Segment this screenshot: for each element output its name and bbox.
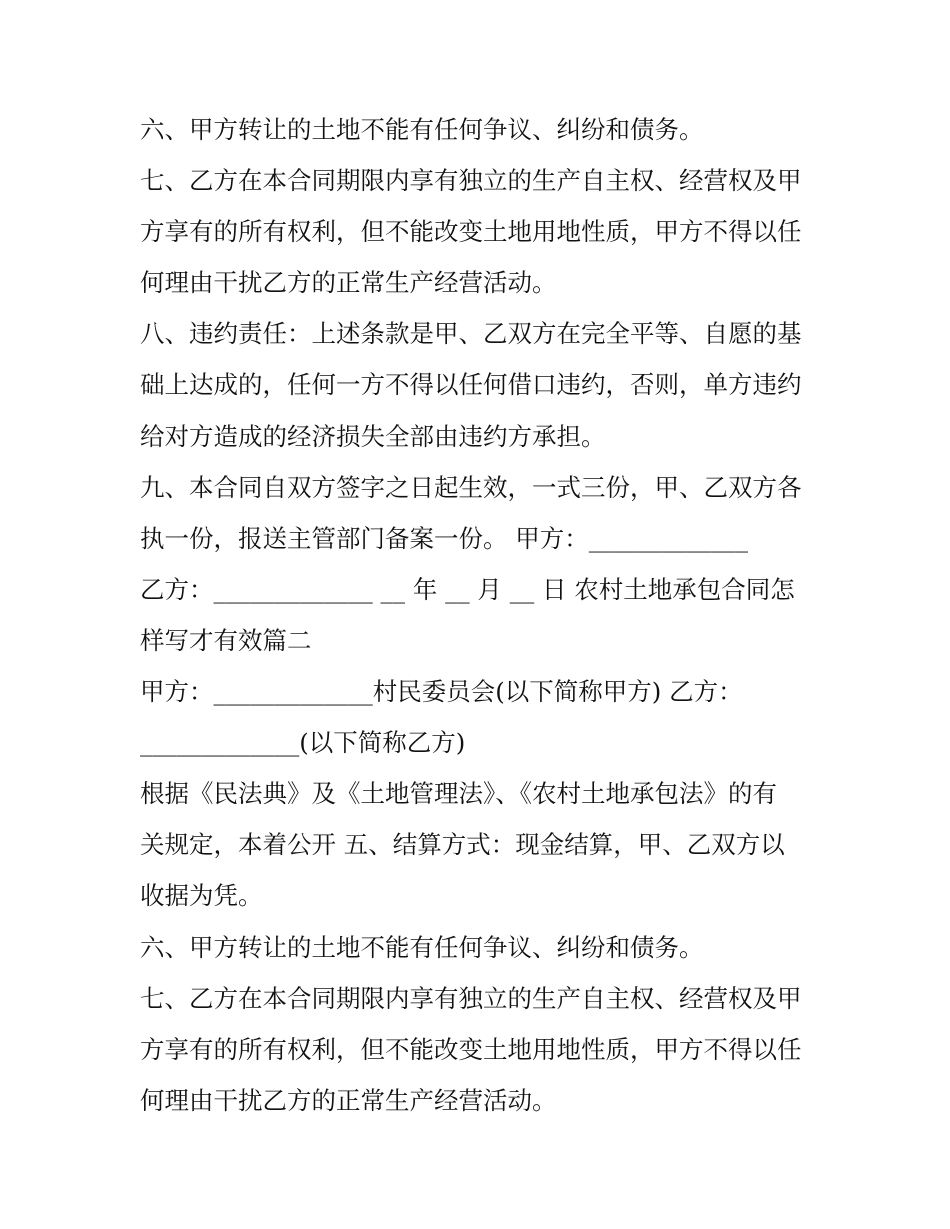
basis-line-1: 根据《民法典》及《土地管理法》、《农村土地承包法》的有 <box>140 779 777 809</box>
clause-9-line-2: 执一份，报送主管部门备案一份。 甲方：_____________ <box>140 523 749 553</box>
party-a-line: 甲方：_____________村民委员会(以下简称甲方) 乙方： <box>140 677 743 707</box>
clause-7-line-3: 何理由干扰乙方的正常生产经营活动。 <box>140 268 557 298</box>
clause-8-line-3: 给对方造成的经济损失全部由违约方承担。 <box>140 421 606 451</box>
clause-7-line-2: 方享有的所有权利，但不能改变土地用地性质，甲方不得以任 <box>140 217 802 247</box>
clause-8-line-1: 八、违约责任：上述条款是甲、乙双方在完全平等、自愿的基 <box>140 319 802 349</box>
basis-line-3: 收据为凭。 <box>140 881 263 911</box>
section-title-line: 样写才有效篇二 <box>140 625 312 655</box>
repeat-clause-7-line-3: 何理由干扰乙方的正常生产经营活动。 <box>140 1085 557 1115</box>
clause-9-line-1: 九、本合同自双方签字之日起生效，一式三份，甲、乙双方各 <box>140 472 802 502</box>
signature-date-line: 乙方：_____________ __ 年 __ 月 __ 日 农村土地承包合同怎 <box>140 574 795 604</box>
basis-line-2: 关规定，本着公开 五、结算方式：现金结算，甲、乙双方以 <box>140 830 785 860</box>
clause-6-line-1: 六、甲方转让的土地不能有任何争议、纠纷和债务。 <box>140 115 704 144</box>
party-b-line: _____________(以下简称乙方) <box>140 728 466 758</box>
repeat-clause-7-line-2: 方享有的所有权利，但不能改变土地用地性质，甲方不得以任 <box>140 1034 802 1064</box>
repeat-clause-6-line-1: 六、甲方转让的土地不能有任何争议、纠纷和债务。 <box>140 932 704 962</box>
clause-7-line-1: 七、乙方在本合同期限内享有独立的生产自主权、经营权及甲 <box>140 166 802 196</box>
clause-8-line-2: 础上达成的，任何一方不得以任何借口违约，否则，单方违约 <box>140 370 802 400</box>
repeat-clause-7-line-1: 七、乙方在本合同期限内享有独立的生产自主权、经营权及甲 <box>140 983 802 1013</box>
document-body <box>140 104 830 1126</box>
